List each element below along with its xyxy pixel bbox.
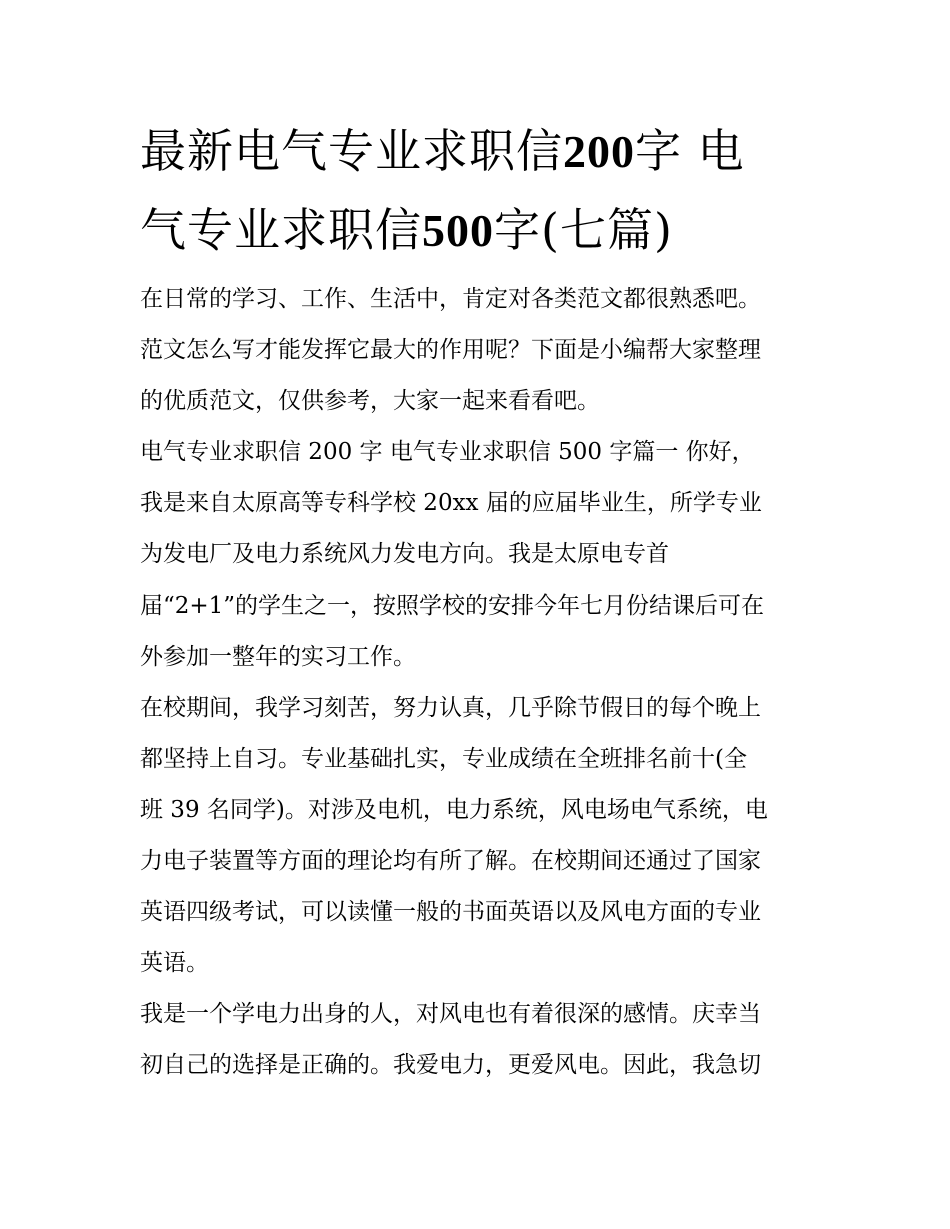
body-line: 都坚持上自习。专业基础扎实，专业成绩在全班排名前十(全	[140, 745, 747, 772]
document-body	[140, 274, 830, 1092]
body-line: 我是一个学电力出身的人，对风电也有着很深的感情。庆幸当	[140, 1001, 761, 1028]
title-number: 500	[422, 205, 494, 256]
title-number: 200	[563, 126, 635, 177]
document-title	[140, 112, 830, 270]
body-line: 班 39 名同学)。对涉及电机，电力系统，风电场电气系统，电	[140, 796, 768, 823]
body-line: 电气专业求职信 200 字 电气专业求职信 500 字篇一 你好，	[140, 439, 755, 466]
title-line	[140, 191, 830, 270]
title-text: 字(七篇)	[494, 203, 673, 257]
body-line: 我是来自太原高等专科学校 20xx 届的应届毕业生，所学专业	[140, 490, 762, 517]
body-line: 外参加一整年的实习工作。	[140, 643, 416, 670]
body-line: 英语。	[140, 950, 209, 977]
body-line: 的优质范文，仅供参考，大家一起来看看吧。	[140, 388, 600, 415]
title-text: 字 电	[635, 124, 745, 178]
title-line	[140, 112, 830, 191]
body-line: 英语四级考试，可以读懂一般的书面英语以及风电方面的专业	[140, 899, 761, 926]
title-text: 最新电气专业求职信	[140, 124, 563, 178]
body-line: 为发电厂及电力系统风力发电方向。我是太原电专首	[140, 541, 669, 568]
body-line: 范文怎么写才能发挥它最大的作用呢？下面是小编帮大家整理	[140, 337, 761, 364]
body-line: 初自己的选择是正确的。我爱电力，更爱风电。因此，我急切	[140, 1052, 761, 1079]
body-line: 在日常的学习、工作、生活中，肯定对各类范文都很熟悉吧。	[140, 286, 761, 312]
body-line: 在校期间，我学习刻苦，努力认真，几乎除节假日的每个晚上	[140, 694, 761, 721]
body-line: 力电子装置等方面的理论均有所了解。在校期间还通过了国家	[140, 848, 761, 875]
body-line: 届“2+1”的学生之一，按照学校的安排今年七月份结课后可在	[140, 592, 765, 619]
title-text: 气专业求职信	[140, 203, 422, 257]
